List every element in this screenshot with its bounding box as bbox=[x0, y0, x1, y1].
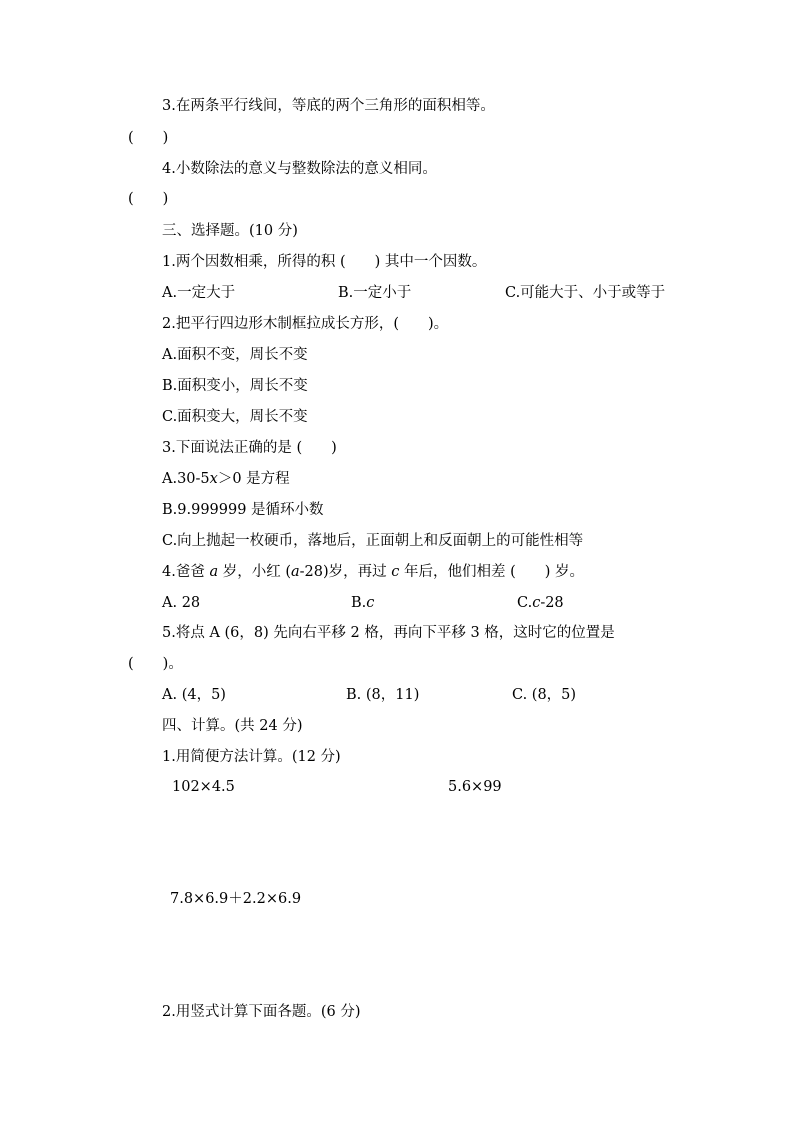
choice-q1-option-c[interactable]: C.可能大于、小于或等于 bbox=[505, 285, 666, 301]
choice-q5-option-c[interactable]: C. (8，5) bbox=[512, 687, 577, 703]
choice-q3-option-a-variable: x bbox=[209, 471, 218, 487]
choice-q4-stem-part3: -28)岁，再过 bbox=[299, 564, 392, 580]
choice-q1-option-b[interactable]: B.一定小于 bbox=[338, 285, 412, 301]
calc-part1-expression-3: 7.8×6.9＋2.2×6.9 bbox=[170, 891, 302, 907]
choice-q3-option-a-post: ＞0 是方程 bbox=[217, 471, 290, 487]
calc-part2-title: 2.用竖式计算下面各题。(6 分) bbox=[162, 1004, 361, 1020]
choice-q2-stem: 2.把平行四边形木制框拉成长方形，( )。 bbox=[162, 316, 449, 332]
choice-q3-option-c[interactable]: C.向上抛起一枚硬币，落地后，正面朝上和反面朝上的可能性相等 bbox=[162, 533, 584, 549]
choice-q4-option-b-label: B. bbox=[351, 595, 367, 611]
choice-q3-option-a-pre: A.30-5 bbox=[162, 471, 210, 487]
choice-q2-option-a[interactable]: A.面积不变，周长不变 bbox=[162, 347, 308, 363]
choice-q3-option-b[interactable]: B.9.999999 是循环小数 bbox=[162, 502, 324, 518]
choice-q4-option-c[interactable] bbox=[517, 593, 564, 613]
judgment-q4-text: 4.小数除法的意义与整数除法的意义相同。 bbox=[162, 161, 437, 177]
judgment-q3-answer-blank[interactable]: ( ) bbox=[128, 130, 169, 146]
judgment-q4-answer-blank[interactable]: ( ) bbox=[128, 191, 169, 207]
choice-q4-option-b[interactable] bbox=[351, 593, 374, 613]
calc-part1-expression-1: 102×4.5 bbox=[172, 779, 235, 795]
choice-q1-stem: 1.两个因数相乘，所得的积 ( ) 其中一个因数。 bbox=[162, 254, 487, 270]
choice-q4-option-c-label: C. bbox=[517, 595, 533, 611]
choice-q4-option-c-post: -28 bbox=[540, 595, 564, 611]
choice-q2-option-b[interactable]: B.面积变小，周长不变 bbox=[162, 378, 308, 394]
choice-q5-option-b[interactable]: B. (8，11) bbox=[346, 687, 420, 703]
choice-q3-option-a[interactable] bbox=[162, 469, 290, 489]
choice-q4-variable-a2: a bbox=[290, 564, 300, 580]
choice-q5-stem: 5.将点 A (6，8) 先向右平移 2 格，再向下平移 3 格，这时它的位置是 bbox=[162, 625, 615, 641]
judgment-q3-text: 3.在两条平行线间，等底的两个三角形的面积相等。 bbox=[162, 98, 495, 114]
choice-q3-stem: 3.下面说法正确的是 ( ) bbox=[162, 440, 337, 456]
calc-part1-title: 1.用简便方法计算。(12 分) bbox=[162, 749, 341, 765]
choice-q5-option-a[interactable]: A. (4，5) bbox=[162, 687, 226, 703]
choice-q4-option-c-variable: c bbox=[532, 595, 541, 611]
calc-part1-expression-2: 5.6×99 bbox=[448, 779, 502, 795]
choice-q4-stem-part2: 岁，小红 ( bbox=[218, 564, 291, 580]
choice-q4-stem-part4: 年后，他们相差 ( ) 岁。 bbox=[399, 564, 585, 580]
choice-q4-stem bbox=[162, 562, 584, 582]
choice-section-heading: 三、选择题。(10 分) bbox=[162, 223, 298, 239]
choice-q2-option-c[interactable]: C.面积变大，周长不变 bbox=[162, 409, 308, 425]
choice-q4-variable-c: c bbox=[391, 564, 400, 580]
choice-q5-answer-blank[interactable]: ( )。 bbox=[128, 656, 183, 672]
calc-section-heading: 四、计算。(共 24 分) bbox=[162, 718, 303, 734]
choice-q4-option-a[interactable]: A. 28 bbox=[162, 595, 201, 611]
choice-q4-variable-a: a bbox=[209, 564, 219, 580]
choice-q4-stem-part1: 4.爸爸 bbox=[162, 564, 210, 580]
choice-q1-option-a[interactable]: A.一定大于 bbox=[162, 285, 236, 301]
choice-q4-option-b-variable: c bbox=[366, 595, 375, 611]
